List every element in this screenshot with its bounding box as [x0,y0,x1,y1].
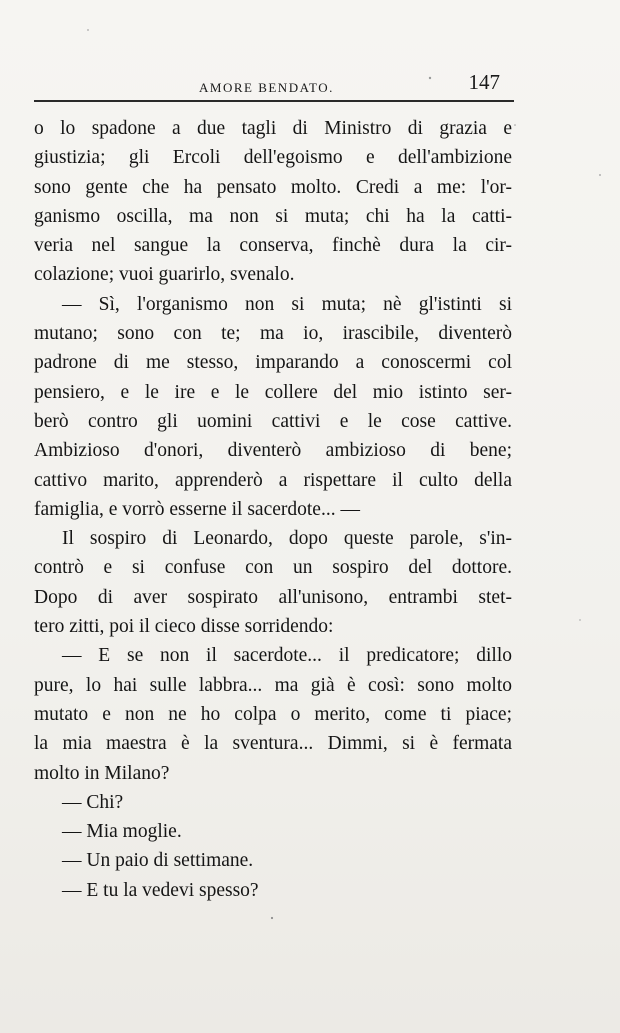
text-line: Dopo di aver sospirato all'unisono, entrambi stet- [34,586,512,608]
text-line: — Chi? [62,791,124,813]
text-line: famiglia, e vorrò esserne il sacerdote... — [34,498,360,520]
text-line: la mia maestra è la sventura... Dimmi, si è fermata [34,733,512,755]
text-line: o lo spadone a due tagli di Ministro di grazia e [34,118,512,139]
text-line: — E se non il sacerdote... il predicatore; dillo [62,645,512,667]
text-line: — Mia moglie. [62,821,182,843]
text-line: — Un paio di settimane. [62,850,254,872]
text-line: berò contro gli uomini cattivi e le cose cattive. [34,410,512,432]
text-line: — E tu la vedevi spesso? [62,879,259,901]
text-line: sono gente che ha pensato molto. Credi a me: l'or- [34,176,512,198]
page-number: 147 [468,70,500,94]
text-line: pure, lo hai sulle labbra... ma già è così: sono molto [34,674,512,696]
text-line: colazione; vuoi guarirlo, svenalo. [34,264,295,286]
page-header [34,68,514,98]
text-line: giustizia; gli Ercoli dell'egoismo e dell'ambizione [34,147,512,169]
text-line: molto in Milano? [34,762,170,784]
running-title: AMORE BENDATO. [199,80,334,95]
text-line: contrò e si confuse con un sospiro del dottore. [34,557,512,579]
text-line: pensiero, e le ire e le collere del mio istinto ser- [34,381,512,403]
text-line: mutano; sono con te; ma io, irascibile, diventerò [34,323,512,345]
text-line: mutato e non ne ho colpa o merito, come ti piace; [34,703,512,725]
text-line: veria nel sangue la conserva, finchè dura la cir- [34,235,512,257]
header-rule [34,100,514,102]
text-line: ganismo oscilla, ma non si muta; chi ha la catti- [34,205,512,227]
text-line: Ambizioso d'onori, diventerò ambizioso di bene; [34,440,512,462]
text-line: cattivo marito, apprenderò a rispettare il culto della [34,469,512,491]
text-line: tero zitti, poi il cieco disse sorridendo: [34,616,334,638]
text-line: Il sospiro di Leonardo, dopo queste parole, s'in- [62,528,512,550]
body-text [34,114,512,905]
text-line: padrone di me stesso, imparando a conoscermi col [34,352,512,374]
text-line: — Sì, l'organismo non si muta; nè gl'istinti si [62,293,512,315]
